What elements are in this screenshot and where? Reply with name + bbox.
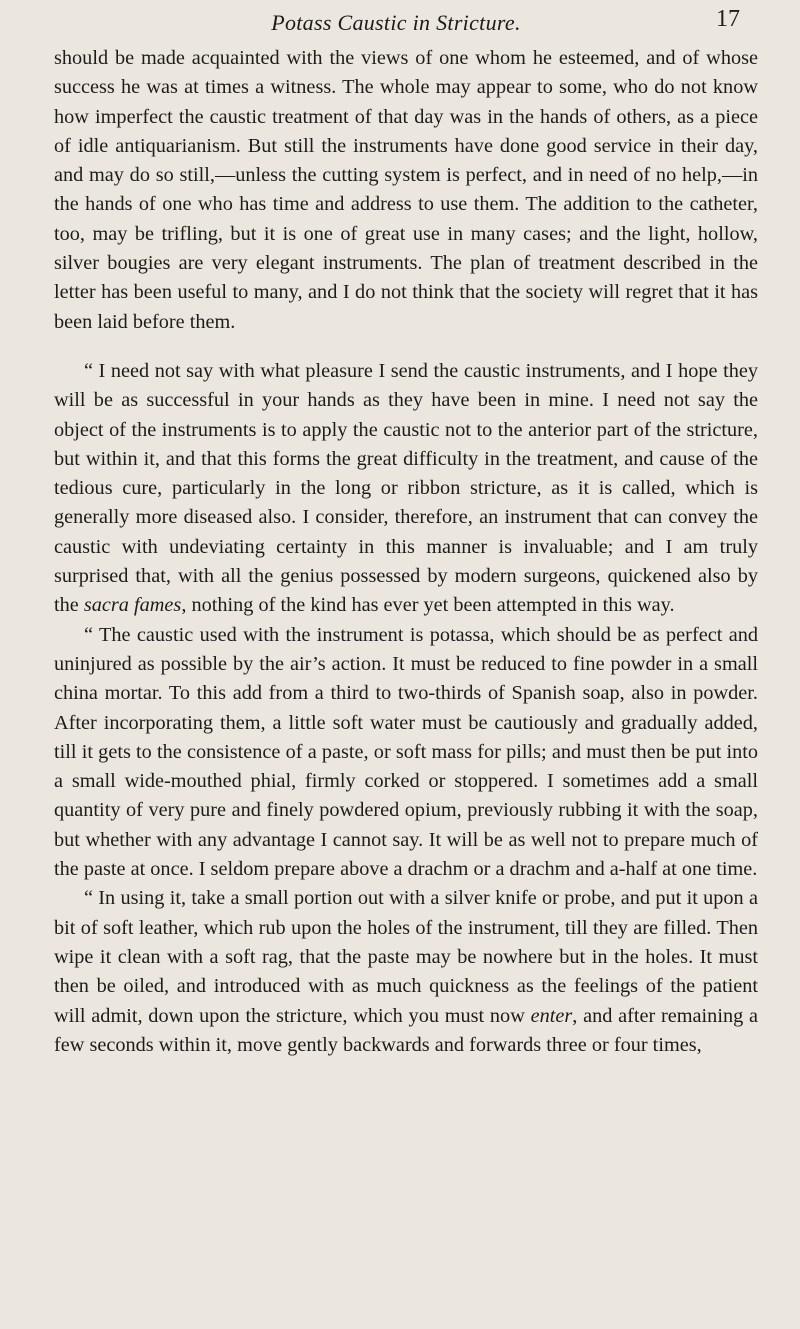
paragraph-3: “ The caustic used with the instrument is potassa, which should be as perfect and uninjured as possible by the air’s action. It must be reduced to fine powder in a small china mortar. To this add from a third to two-thirds of Spanish soap, also in powder. After incorporating them, a little soft water must be cautiously and gradually added, till it gets to the consistence of a paste, or soft mass for pills; and must then be put into a small wide-mouthed phial, firmly corked or stoppered. I sometimes add a small quantity of very pure and finely powdered opium, previously rubbing it with the soap, but whether with any advantage I cannot say. It will be as well not to prepare much of the paste at once. I seldom prepare above a drachm or a drachm and a-half at one time. <box>54 623 758 881</box>
running-title: Potass Caustic in Stricture. <box>271 10 521 35</box>
paragraph-2-after: , nothing of the kind has ever yet been attempted in this way. <box>181 594 675 617</box>
paragraph-4 <box>54 884 758 1060</box>
paragraph-4-before: “ In using it, take a small portion out with a silver knife or probe, and put it upon a bit of soft leather, which rub upon the holes of the instrument, till they are filled. Then wipe it clean with a soft rag, that the paste may be nowhere but in the holes. It must then be oiled, and introduced with as much quickness as the feelings of the patient will admit, down upon the stricture, which you must now <box>54 887 758 1027</box>
paragraph-2-before: “ I need not say with what pleasure I send the caustic instruments, and I hope they will be as successful in your hands as they have been in mine. I need not say the object of the instruments is to apply the caustic not to the anterior part of the stricture, but within it, and that this forms the great difficulty in the treatment, and cause of the tedious cure, particularly in the long or ribbon stricture, as it is called, which is generally more diseased also. I consider, therefore, an instrument that can convey the caustic with undeviating certainty in this manner is invaluable; and I am truly surprised that, with all the genius possessed by modern surgeons, quickened also by the <box>54 359 758 617</box>
paragraph-1: should be made acquainted with the views of one whom he esteemed, and of whose success he was at times a witness. The whole may appear to some, who do not know how imperfect the caustic treatment of that day was in the hands of others, as a piece of idle antiquarianism. But still the instruments have done good service in their day, and may do so still,—unless the cutting system is perfect, and in need of no help,—in the hands of one who has time and address to use them. The addition to the catheter, too, may be trifling, but it is one of great use in many cases; and the light, hollow, silver bougies are very elegant instruments. The plan of treatment described in the letter has been useful to many, and I do not think that the society will regret that it has been laid before them. <box>54 47 758 333</box>
paragraph-4-after: , and after remaining a few seconds within it, move gently backwards and forwards three or four times, <box>54 1004 758 1056</box>
body-text <box>54 44 758 1060</box>
page-number: 17 <box>716 6 740 32</box>
paragraph-2 <box>54 357 758 621</box>
paragraph-4-emphasis: enter <box>530 1004 573 1027</box>
page-header <box>52 4 740 44</box>
paragraph-2-emphasis: sacra fames <box>83 594 182 617</box>
